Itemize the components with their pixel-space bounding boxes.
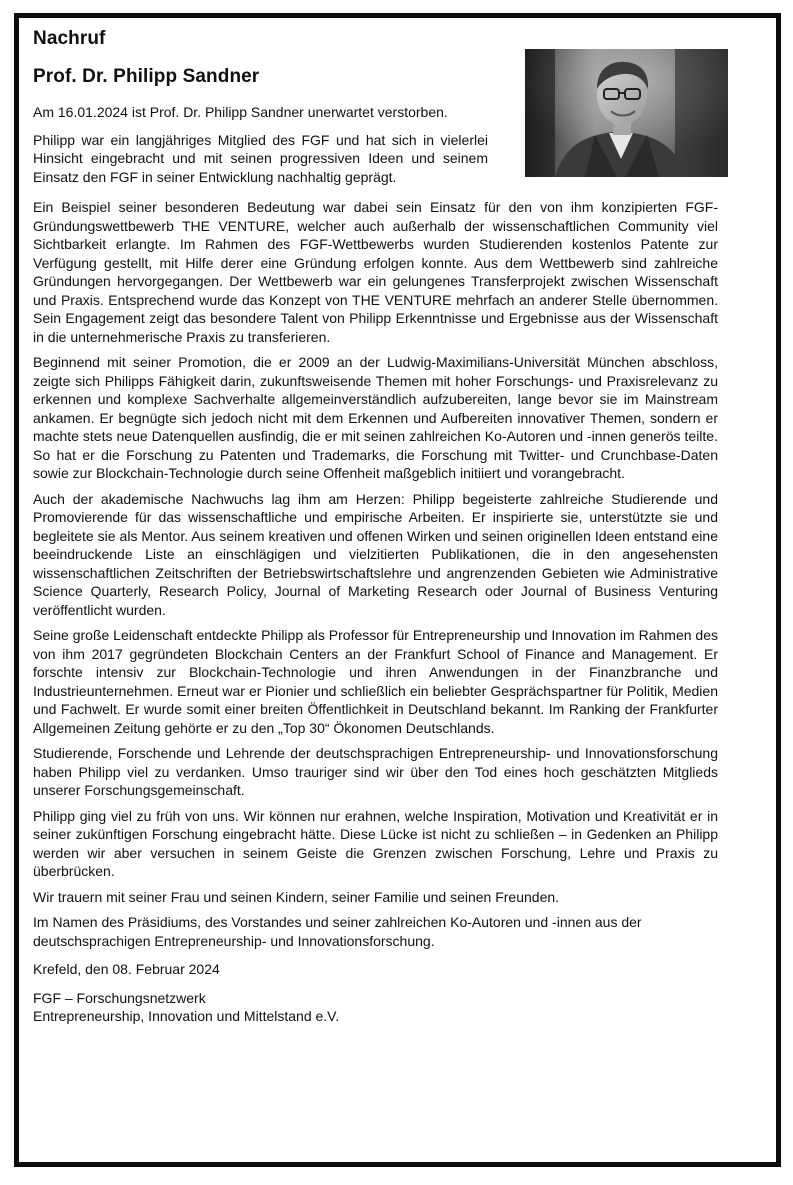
death-announcement: Am 16.01.2024 ist Prof. Dr. Philipp Sandner unerwartet verstorben.: [33, 104, 448, 120]
paragraph-the-venture: Ein Beispiel seiner besonderen Bedeutung war dabei sein Einsatz für den von ihm konzipierten FGF-Gründungswettbewerb THE VENTURE, welcher auch außerhalb der wissenschaftlichen Community viel Sichtbarkeit erlangte. Im Rahmen des FGF-Wettbewerbs wurden Studierenden kostenlos Patente zur Verfügung gestellt, mit Hilfe derer eine Gründung erfolgen konnte. Aus dem Wettbewerb sind zahlreiche Gründungen hervorgegangen. Der Wettbewerb war ein gelungenes Transferprojekt zwischen Wissenschaft und Praxis. Entsprechend wurde das Konzept von THE VENTURE mehrfach an anderer Stelle übernommen. Sein Engagement zeigt das besondere Talent von Philipp Erkenntnisse und Ergebnisse aus der Wissenschaft in die unternehmerische Praxis zu transferieren.: [33, 199, 718, 345]
portrait-photo: [525, 49, 728, 177]
obituary-document: [33, 24, 718, 1026]
paragraph-young-researchers: Auch der akademische Nachwuchs lag ihm am Herzen: Philipp begeisterte zahlreiche Studierende und Promovierende für das wissenschaftliche und empirische Arbeiten. Er inspirierte sie, unterstützte sie und begleitete sie als Mentor. Aus seinem kreativen und offenen Wirken und seinen originellen Ideen entstand eine beeindruckende Liste an einschlägigen und vielzitierten Publikationen, die in den angesehensten wissenschaftlichen Zeitschriften der Betriebswirtschaftslehre und angrenzenden Gebieten wie Administrative Science Quarterly, Research Policy, Journal of Marketing Research oder Journal of Business Venturing veröffentlicht wurden.: [33, 490, 718, 618]
paragraph-loss: Philipp ging viel zu früh von uns. Wir können nur erahnen, welche Inspiration, Motivation und Kreativität er in seiner zukünftigen Forschung eingebracht hätte. Diese Lücke ist nicht zu schließen – in Gedenken an Philipp werden wir aber versuchen in seinem Geiste die Grenzen zwischen Forschung, Lehre und Praxis zu überbrücken.: [33, 807, 718, 879]
paragraph-membership: Philipp war ein langjähriges Mitglied des FGF und hat sich in vielerlei Hinsicht eingebracht und mit seinen progressiven Ideen und seinem Einsatz den FGF in seiner Entwicklung nachhaltig geprägt.: [33, 131, 488, 185]
paragraph-research: Beginnend mit seiner Promotion, die er 2009 an der Ludwig-Maximilians-Universität München abschloss, zeigte sich Philipps Fähigkeit darin, zukunftsweisende Themen mit hoher Forschungs- und Praxisrelevanz zu erkennen und komplexe Sachverhalte allgemeinverständlich aufzubereiten, lange bevor sie im Mainstream ankamen. Er begnügte sich jedoch nicht mit dem Erkennen und Aufbereiten innovativer Themen, sondern er machte stets neue Datenquellen ausfindig, die er mit seinen zahlreichen Ko-Autoren und -innen generös teilte. So hat er die Forschung zu Patenten und Trademarks, die Forschung mit Twitter- und Crunchbase-Daten sowie zur Blockchain-Technologie durch seine Offenheit maßgeblich initiiert und vorangebracht.: [33, 354, 718, 481]
document-kind: Nachruf: [33, 28, 106, 49]
place-date: Krefeld, den 08. Februar 2024: [33, 961, 220, 977]
paragraph-on-behalf: Im Namen des Präsidiums, des Vorstandes und seiner zahlreichen Ko-Autoren und -innen aus der deutschsprachigen Entrepreneurship- und Innovationsforschung.: [33, 914, 642, 949]
signature-line-1: FGF – Forschungsnetzwerk: [33, 989, 206, 1006]
intro-block: [33, 103, 488, 186]
paragraph-mourning: Wir trauern mit seiner Frau und seinen Kindern, seiner Familie und seinen Freunden.: [33, 888, 560, 905]
paragraph-community: Studierende, Forschende und Lehrende der deutschsprachigen Entrepreneurship- und Innovationsforschung haben Philipp viel zu verdanken. Umso trauriger sind wir über den Tod eines hoch geschätzten Mitglieds unserer Forschungsgemeinschaft.: [33, 745, 718, 798]
signature-line-2: Entrepreneurship, Innovation und Mittelstand e.V.: [33, 1008, 340, 1024]
person-name: Prof. Dr. Philipp Sandner: [33, 66, 260, 87]
signature-block: [33, 989, 718, 1026]
paragraph-blockchain: Seine große Leidenschaft entdeckte Philipp als Professor für Entrepreneurship und Innovation im Rahmen des von ihm 2017 gegründeten Blockchain Centers an der Frankfurt School of Finance and Management. Er forschte intensiv zur Blockchain-Technologie und ihren Anwendungen in der Finanzbranche und Industrieunternehmen. Erneut war er Pionier und schließlich ein beliebter Gesprächspartner für Politik, Medien und Fachwelt. Er wurde somit einer breiten Öffentlichkeit in Deutschland bekannt. Im Ranking der Frankfurter Allgemeinen Zeitung gehörte er zu den „Top 30“ Ökonomen Deutschlands.: [33, 627, 718, 736]
